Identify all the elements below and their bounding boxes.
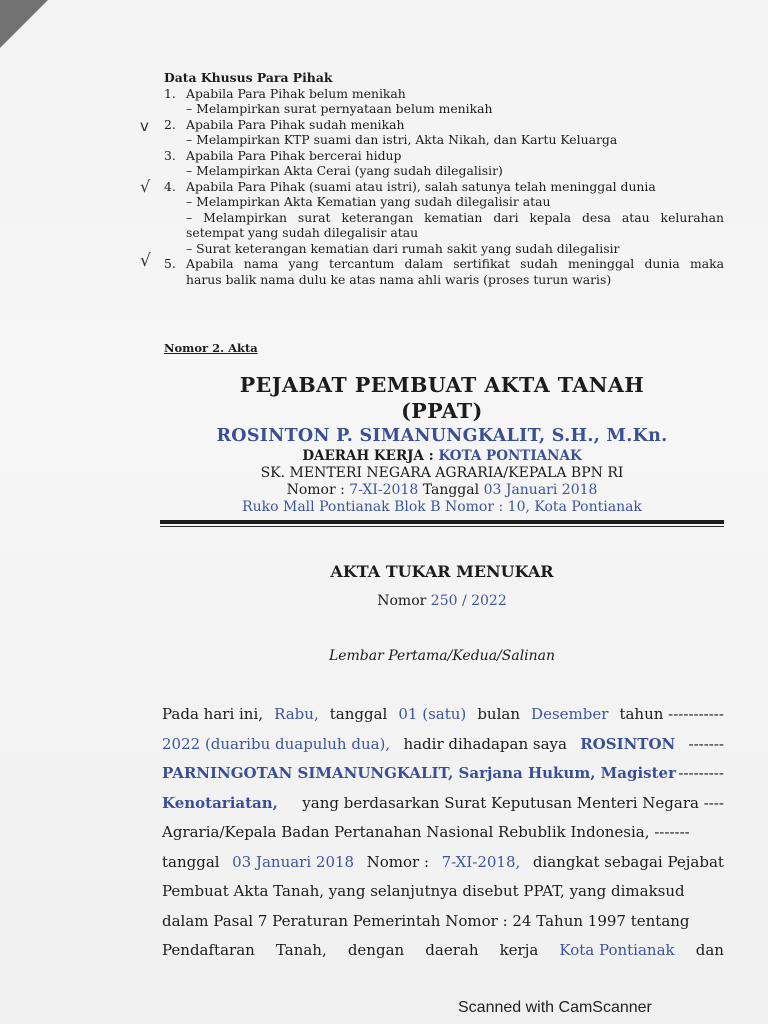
folded-corner xyxy=(0,0,48,48)
requirement-detail: – Melampirkan surat pernyataan belum menikah xyxy=(186,101,493,116)
ppat-letterhead xyxy=(160,372,724,515)
requirement-detail: harus balik nama dulu ke atas nama ahli waris (proses turun waris) xyxy=(186,271,612,287)
deed-number: Nomor 250 / 2022 xyxy=(377,593,507,609)
ppat-name: ROSINTON P. SIMANUNGKALIT, S.H., M.Kn. xyxy=(216,426,668,446)
copy-designation: Lembar Pertama/Kedua/Salinan xyxy=(328,648,556,664)
check-mark-5: √ xyxy=(140,251,151,271)
body-line: tanggal 03 Januari 2018 Nomor : 7-XI-2018, diangkat sebagai Pejabat xyxy=(162,852,724,871)
body-line: 2022 (duaribu duapuluh dua), hadir dihadapan saya ROSINTON ------- xyxy=(162,734,724,753)
body-line: Pembuat Akta Tanah, yang selanjutnya disebut PPAT, yang dimaksud xyxy=(162,882,685,900)
requirement-item-1: 1. Apabila Para Pihak belum menikah xyxy=(164,85,406,101)
requirement-detail: – Melampirkan Akta Kematian yang sudah dilegalisir atau xyxy=(186,194,551,209)
letterhead-divider-thin xyxy=(160,526,724,527)
work-area: DAERAH KERJA : KOTA PONTIANAK xyxy=(302,448,582,464)
body-line: Pendaftaran Tanah, dengan daerah kerja Kota Pontianak dan xyxy=(162,941,724,959)
letterhead-divider xyxy=(160,520,724,524)
office-address: Ruko Mall Pontianak Blok B Nomor : 10, Kota Pontianak xyxy=(242,499,642,515)
deed-body xyxy=(162,700,724,966)
sk-number-date: Nomor : 7-XI-2018 Tanggal 03 Januari 2018 xyxy=(286,482,598,498)
akta-number-label: Nomor 2. Akta xyxy=(164,341,258,355)
scanner-watermark: Scanned with CamScanner xyxy=(458,999,652,1016)
requirement-item-3: 3. Apabila Para Pihak bercerai hidup xyxy=(164,147,402,163)
body-line: Pada hari ini, Rabu, tanggal 01 (satu) bulan Desember tahun ----------- xyxy=(162,705,724,723)
requirement-item-2: 2. Apabila Para Pihak sudah menikah xyxy=(164,116,405,132)
body-line: dalam Pasal 7 Peraturan Pemerintah Nomor : 24 Tahun 1997 tentang xyxy=(162,911,690,930)
requirement-detail: – Melampirkan surat keterangan kematian dari kepala desa atau kelurahan xyxy=(186,209,724,225)
deed-title: AKTA TUKAR MENUKAR xyxy=(330,562,554,581)
requirement-detail: – Surat keterangan kematian dari rumah sakit yang sudah dilegalisir xyxy=(186,240,620,256)
check-mark-4: √ xyxy=(140,177,151,196)
requirement-detail: – Melampirkan Akta Cerai (yang sudah dilegalisir) xyxy=(186,163,503,178)
requirement-item-5: 5. Apabila nama yang tercantum dalam sertifikat sudah meninggal dunia maka xyxy=(164,256,724,271)
requirement-item-4: 4. Apabila Para Pihak (suami atau istri), salah satunya telah meninggal dunia xyxy=(164,178,656,194)
body-line: PARNINGOTAN SIMANUNGKALIT, Sarjana Hukum, Magister --------- xyxy=(162,764,724,782)
sk-line: SK. MENTERI NEGARA AGRARIA/KEPALA BPN RI xyxy=(260,465,624,481)
letterhead-subtitle: (PPAT) xyxy=(401,399,483,423)
requirements-section xyxy=(164,70,724,287)
letterhead-title: PEJABAT PEMBUAT AKTA TANAH xyxy=(239,373,645,397)
requirement-detail: – Melampirkan KTP suami dan istri, Akta Nikah, dan Kartu Keluarga xyxy=(186,132,618,147)
body-line: Agraria/Kepala Badan Pertanahan Nasional Rebublik Indonesia, ------- xyxy=(162,823,690,841)
requirements-title: Data Khusus Para Pihak xyxy=(164,70,333,85)
check-mark-2: v xyxy=(140,117,149,135)
requirement-detail: setempat yang sudah dilegalisir atau xyxy=(186,225,419,240)
body-line: Kenotariatan, yang berdasarkan Surat Keputusan Menteri Negara ---- xyxy=(162,793,724,812)
